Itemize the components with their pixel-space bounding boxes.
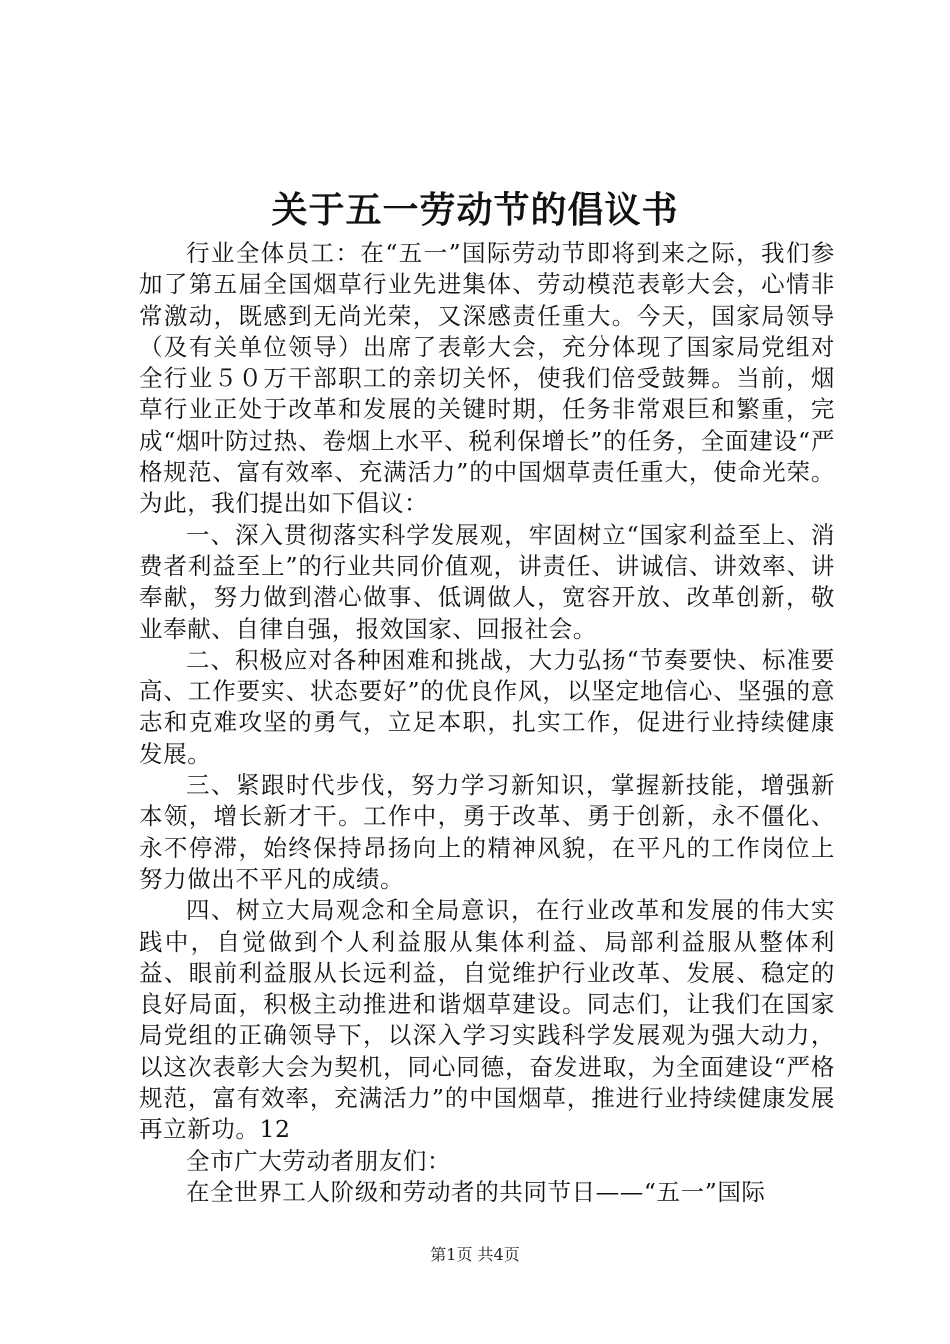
- paragraph-proposal-4: 四、树立大局观念和全局意识，在行业改革和发展的伟大实践中，自觉做到个人利益服从集体利益、局部利益服从整体利益、眼前利益服从长远利益，自觉维护行业改革、发展、稳定的良好局面，积极主动推进和谐烟草建设。同志们，让我们在国家局党组的正确领导下，以深入学习实践科学发展观为强大动力，以这次表彰大会为契机，同心同德，奋发进取，为全面建设“严格规范，富有效率，充满活力”的中国烟草，推进行业持续健康发展再立新功。12: [139, 896, 835, 1144]
- document-body: [139, 238, 835, 1208]
- paragraph-intro: 行业全体员工：在“五一”国际劳动节即将到来之际，我们参加了第五届全国烟草行业先进集体、劳动模范表彰大会，心情非常激动，既感到无尚光荣，又深感责任重大。今天，国家局领导（及有关单位领导）出席了表彰大会，充分体现了国家局党组对全行业５０万干部职工的亲切关怀，使我们倍受鼓舞。当前，烟草行业正处于改革和发展的关键时期，任务非常艰巨和繁重，完成“烟叶防过热、卷烟上水平、税利保增长”的任务，全面建设“严格规范、富有效率、充满活力”的中国烟草责任重大，使命光荣。为此，我们提出如下倡议：: [139, 239, 835, 518]
- paragraph-proposal-1: 一、深入贯彻落实科学发展观，牢固树立“国家利益至上、消费者利益至上”的行业共同价值观，讲责任、讲诚信、讲效率、讲奉献，努力做到潜心做事、低调做人，宽容开放、改革创新，敬业奉献、自律自强，报效国家、回报社会。: [139, 520, 835, 643]
- paragraph-opening: 在全世界工人阶级和劳动者的共同节日——“五一”国际: [186, 1177, 766, 1206]
- paragraph-salutation: 全市广大劳动者朋友们：: [186, 1146, 452, 1175]
- paragraph-proposal-3: 三、紧跟时代步伐，努力学习新知识，掌握新技能，增强新本领，增长新才干。工作中，勇于改革、勇于创新，永不僵化、永不停滞，始终保持昂扬向上的精神风貌，在平凡的工作岗位上努力做出不平凡的成绩。: [139, 771, 835, 893]
- page-number-footer: 第1页 共4页: [430, 1245, 520, 1264]
- paragraph-proposal-2: 二、积极应对各种困难和挑战，大力弘扬“节奏要快、标准要高、工作要实、状态要好”的优良作风，以坚定地信心、坚强的意志和克难攻坚的勇气，立足本职，扎实工作，促进行业持续健康发展。: [139, 645, 835, 768]
- document-title: 关于五一劳动节的倡议书: [271, 189, 679, 231]
